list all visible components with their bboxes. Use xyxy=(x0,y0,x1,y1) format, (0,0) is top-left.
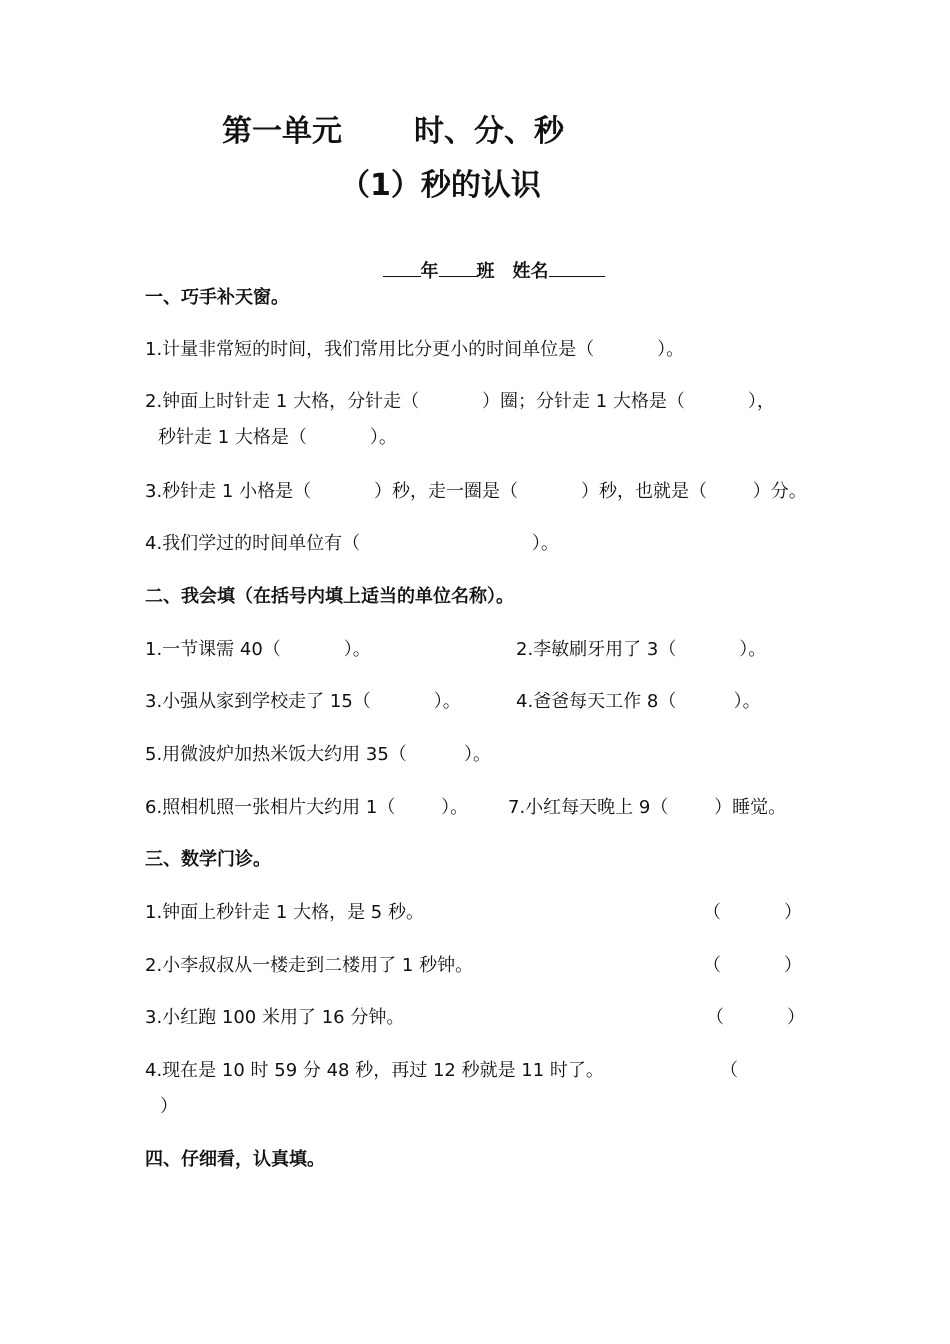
section3-heading: 三、数学门诊。 xyxy=(145,849,271,870)
section2-heading: 二、我会填（在括号内填上适当的单位名称）。 xyxy=(145,586,514,607)
section3-q4-answer-close[interactable]: ） xyxy=(160,1096,178,1117)
section3-q2: 2.小李叔叔从一楼走到二楼用了 1 秒钟。 xyxy=(145,955,474,976)
section2-q6: 6.照相机照一张相片大约用 1（ ）。 xyxy=(145,797,469,818)
section3-q3: 3.小红跑 100 米用了 16 分钟。 xyxy=(145,1007,405,1028)
section2-q1: 1.一节课需 40（ ）。 xyxy=(145,639,371,660)
name-blank[interactable] xyxy=(549,256,605,277)
section3-q4: 4.现在是 10 时 59 分 48 秒，再过 12 秒就是 11 时了。 xyxy=(145,1060,604,1081)
unit-title: 第一单元 xyxy=(222,114,342,149)
section1-q3: 3.秒针走 1 小格是（ ）秒，走一圈是（ ）秒，也就是（ ）分。 xyxy=(145,481,807,502)
section1-heading: 一、巧手补天窗。 xyxy=(145,287,289,308)
section2-q2: 2.李敏刷牙用了 3（ ）。 xyxy=(516,639,767,660)
name-label: 姓名 xyxy=(512,261,549,282)
section3-q1-answer-box[interactable]: （ ） xyxy=(703,902,802,923)
section3-q4-answer-open[interactable]: （ xyxy=(720,1060,738,1081)
section1-q4: 4.我们学过的时间单位有（ ）。 xyxy=(145,533,559,554)
section1-q2b: 秒针走 1 大格是（ ）。 xyxy=(158,427,397,448)
class-blank[interactable] xyxy=(439,256,477,277)
section3-q2-answer-box[interactable]: （ ） xyxy=(703,955,802,976)
section2-q5: 5.用微波炉加热米饭大约用 35（ ）。 xyxy=(145,744,492,765)
section3-q3-answer-box[interactable]: （ ） xyxy=(706,1007,805,1028)
section1-q2a: 2.钟面上时针走 1 大格，分针走（ ）圈；分针走 1 大格是（ ）， xyxy=(145,391,775,412)
section3-q1: 1.钟面上秒针走 1 大格，是 5 秒。 xyxy=(145,902,424,923)
section2-q3: 3.小强从家到学校走了 15（ ）。 xyxy=(145,691,461,712)
grade-label: 年 xyxy=(420,261,439,282)
student-info-line xyxy=(370,232,605,284)
section4-heading: 四、仔细看，认真填。 xyxy=(145,1149,325,1170)
section1-q1: 1.计量非常短的时间，我们常用比分更小的时间单位是（ ）。 xyxy=(145,339,685,360)
class-label: 班 xyxy=(476,261,495,282)
section2-q4: 4.爸爸每天工作 8（ ）。 xyxy=(516,691,761,712)
grade-blank[interactable] xyxy=(383,256,421,277)
lesson-title: （1）秒的认识 xyxy=(340,168,541,203)
topic-title: 时、分、秒 xyxy=(414,114,564,149)
section2-q7: 7.小红每天晚上 9（ ）睡觉。 xyxy=(508,797,787,818)
